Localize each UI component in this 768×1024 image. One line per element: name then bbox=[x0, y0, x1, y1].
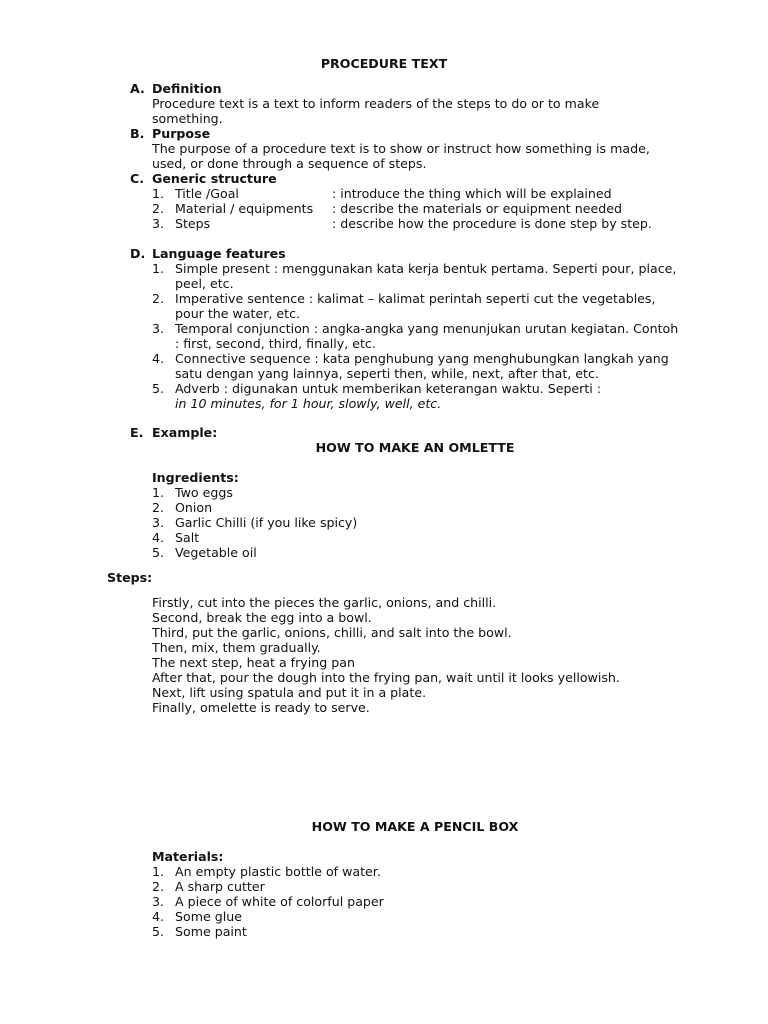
item-examples-italic: in 10 minutes, for 1 hour, slowly, well, etc. bbox=[175, 396, 442, 411]
step-line: Then, mix, them gradually. bbox=[152, 640, 321, 655]
list-item bbox=[152, 321, 682, 351]
item-label: Steps bbox=[175, 216, 211, 231]
list-number: 2. bbox=[152, 879, 165, 894]
section-b-heading bbox=[130, 126, 210, 141]
list-item bbox=[152, 924, 712, 939]
list-item bbox=[152, 530, 712, 545]
section-title: Purpose bbox=[152, 126, 211, 141]
section-letter: A. bbox=[130, 81, 145, 96]
step-line: After that, pour the dough into the frying pan, wait until it looks yellowish. bbox=[152, 670, 620, 685]
item-text: A sharp cutter bbox=[175, 879, 265, 894]
list-number: 3. bbox=[152, 216, 165, 231]
list-number: 5. bbox=[152, 545, 165, 560]
list-number: 3. bbox=[152, 894, 165, 909]
definition-text: Procedure text is a text to inform readers of the steps to do or to make something. bbox=[152, 96, 600, 126]
list-number: 1. bbox=[152, 485, 165, 500]
item-text: Salt bbox=[175, 530, 200, 545]
language-features-list bbox=[152, 261, 682, 411]
list-number: 1. bbox=[152, 864, 165, 879]
list-number: 4. bbox=[152, 530, 165, 545]
item-description: : describe the materials or equipment needed bbox=[332, 201, 622, 216]
list-number: 3. bbox=[152, 321, 165, 336]
list-number: 4. bbox=[152, 909, 165, 924]
item-description: : describe how the procedure is done step by step. bbox=[332, 216, 652, 231]
step-line: Finally, omelette is ready to serve. bbox=[152, 700, 370, 715]
item-text: Imperative sentence : kalimat – kalimat perintah seperti cut the vegetables, pour the water, etc. bbox=[175, 291, 656, 321]
list-number: 5. bbox=[152, 924, 165, 939]
list-number: 2. bbox=[152, 201, 165, 216]
step-line: Next, lift using spatula and put it in a plate. bbox=[152, 685, 427, 700]
item-text: Vegetable oil bbox=[175, 545, 257, 560]
list-number: 3. bbox=[152, 515, 165, 530]
section-letter: D. bbox=[130, 246, 146, 261]
list-number: 4. bbox=[152, 351, 165, 366]
list-item bbox=[152, 381, 682, 411]
list-item bbox=[152, 201, 672, 216]
item-text: Onion bbox=[175, 500, 213, 515]
item-text: An empty plastic bottle of water. bbox=[175, 864, 381, 879]
list-item bbox=[152, 291, 682, 321]
step-line: Second, break the egg into a bowl. bbox=[152, 610, 372, 625]
list-item bbox=[152, 545, 712, 560]
list-item bbox=[152, 186, 672, 201]
list-item bbox=[152, 515, 712, 530]
steps-list bbox=[152, 595, 620, 715]
materials-heading: Materials: bbox=[152, 849, 224, 864]
list-item bbox=[152, 500, 712, 515]
list-number: 5. bbox=[152, 381, 165, 396]
list-number: 1. bbox=[152, 186, 165, 201]
item-text: Temporal conjunction : angka-angka yang menunjukan urutan kegiatan. Contoh : first, second, third, finally, etc. bbox=[175, 321, 679, 351]
ingredients-list bbox=[152, 485, 712, 560]
step-line: The next step, heat a frying pan bbox=[152, 655, 355, 670]
list-item bbox=[152, 261, 682, 291]
section-letter: E. bbox=[130, 425, 144, 440]
list-number: 1. bbox=[152, 261, 165, 276]
item-text: Simple present : menggunakan kata kerja bentuk pertama. Seperti pour, place, peel, etc. bbox=[175, 261, 677, 291]
ingredients-heading: Ingredients: bbox=[152, 470, 239, 485]
item-description: : introduce the thing which will be explained bbox=[332, 186, 612, 201]
section-letter: C. bbox=[130, 171, 145, 186]
omelette-title: HOW TO MAKE AN OMLETTE bbox=[315, 440, 515, 455]
section-e-heading bbox=[130, 425, 217, 440]
list-item bbox=[152, 879, 712, 894]
list-number: 2. bbox=[152, 500, 165, 515]
item-text: Two eggs bbox=[175, 485, 233, 500]
section-a-heading bbox=[130, 81, 222, 96]
step-line: Firstly, cut into the pieces the garlic, onions, and chilli. bbox=[152, 595, 497, 610]
page-title: PROCEDURE TEXT bbox=[320, 56, 448, 71]
list-item bbox=[152, 864, 712, 879]
step-line: Third, put the garlic, onions, chilli, and salt into the bowl. bbox=[152, 625, 512, 640]
item-text: A piece of white of colorful paper bbox=[175, 894, 384, 909]
list-item bbox=[152, 351, 682, 381]
list-item bbox=[152, 216, 672, 231]
item-text: Some glue bbox=[175, 909, 242, 924]
list-item bbox=[152, 485, 712, 500]
materials-list bbox=[152, 864, 712, 939]
generic-structure-list bbox=[152, 186, 672, 231]
steps-heading: Steps: bbox=[107, 570, 153, 585]
item-text: Garlic Chilli (if you like spicy) bbox=[175, 515, 358, 530]
pencil-box-title: HOW TO MAKE A PENCIL BOX bbox=[311, 819, 519, 834]
item-text: Adverb : digunakan untuk memberikan keterangan waktu. Seperti : bbox=[175, 381, 602, 396]
item-text: Connective sequence : kata penghubung yang menghubungkan langkah yang satu dengan yang lainnya, seperti then, while, next, after that, etc. bbox=[175, 351, 669, 381]
section-letter: B. bbox=[130, 126, 145, 141]
section-title: Generic structure bbox=[152, 171, 277, 186]
section-c-heading bbox=[130, 171, 277, 186]
section-title: Example: bbox=[152, 425, 218, 440]
list-number: 2. bbox=[152, 291, 165, 306]
section-title: Definition bbox=[152, 81, 222, 96]
item-label: Material / equipments bbox=[175, 201, 314, 216]
purpose-text: The purpose of a procedure text is to show or instruct how something is made, used, or done through a sequence of steps. bbox=[152, 141, 650, 171]
item-label: Title /Goal bbox=[175, 186, 239, 201]
list-item bbox=[152, 894, 712, 909]
section-title: Language features bbox=[152, 246, 286, 261]
item-text: Some paint bbox=[175, 924, 247, 939]
list-item bbox=[152, 909, 712, 924]
section-d-heading bbox=[130, 246, 286, 261]
